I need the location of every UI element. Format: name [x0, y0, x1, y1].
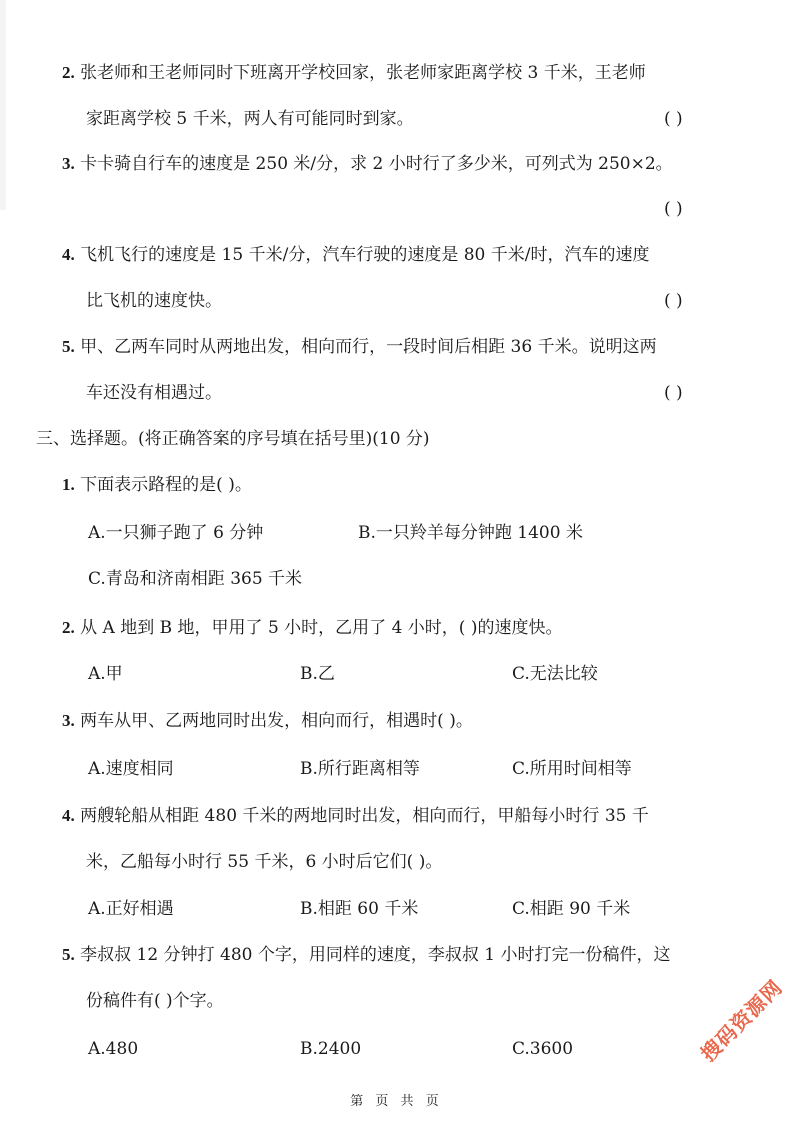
- choice-q1-number: 1.: [62, 475, 75, 494]
- choice-q5-option-b[interactable]: B.2400: [300, 1039, 362, 1059]
- page-footer: 第 页 共 页: [350, 1094, 443, 1109]
- choice-q3-text: 两车从甲、乙两地同时出发，相向而行，相遇时( )。: [80, 711, 473, 731]
- judge-q4-line2: 比飞机的速度快。: [86, 291, 222, 311]
- judge-q3-text: 卡卡骑自行车的速度是 250 米/分，求 2 小时行了多少米，可列式为 250×2。: [80, 154, 673, 174]
- choice-q5-text: 李叔叔 12 分钟打 480 个字，用同样的速度，李叔叔 1 小时打完一份稿件，这: [80, 945, 671, 965]
- choice-q5-stem-line2: 份稿件有( )个字。: [86, 991, 224, 1011]
- choice-q5-option-c[interactable]: C.3600: [512, 1039, 574, 1059]
- judge-q5-number: 5.: [62, 337, 75, 356]
- choice-q1-stem: [62, 474, 252, 496]
- choice-q2-option-a[interactable]: A.甲: [88, 664, 123, 684]
- choice-q5-option-a[interactable]: A.480: [88, 1039, 139, 1059]
- judge-q5-line1: [62, 336, 657, 358]
- choice-q1-option-c[interactable]: C.青岛和济南相距 365 千米: [88, 569, 303, 589]
- choice-q1-option-b[interactable]: B.一只羚羊每分钟跑 1400 米: [358, 523, 583, 543]
- judge-q4-number: 4.: [62, 245, 75, 264]
- choice-q3-stem: [62, 710, 473, 732]
- section-3-heading: 三、选择题。(将正确答案的序号填在括号里)(10 分): [36, 429, 430, 449]
- choice-q4-option-a[interactable]: A.正好相遇: [88, 899, 174, 919]
- choice-q2-option-c[interactable]: C.无法比较: [512, 664, 598, 684]
- judge-q4-text: 飞机飞行的速度是 15 千米/分，汽车行驶的速度是 80 千米/时，汽车的速度: [80, 245, 650, 265]
- choice-q2-text: 从 A 地到 B 地，甲用了 5 小时，乙用了 4 小时，( )的速度快。: [80, 618, 563, 638]
- judge-q5-line2: 车还没有相遇过。: [86, 383, 222, 403]
- choice-q2-stem: [62, 617, 562, 639]
- scan-shadow: [0, 0, 6, 210]
- choice-q2-number: 2.: [62, 618, 75, 637]
- choice-q4-stem-line2: 米，乙船每小时行 55 千米，6 小时后它们( )。: [86, 852, 443, 872]
- choice-q1-option-a[interactable]: A.一只狮子跑了 6 分钟: [88, 523, 264, 543]
- choice-q1-text: 下面表示路程的是( )。: [80, 475, 252, 495]
- choice-q3-option-c[interactable]: C.所用时间相等: [512, 759, 632, 779]
- choice-q4-option-b[interactable]: B.相距 60 千米: [300, 899, 419, 919]
- choice-q3-number: 3.: [62, 711, 75, 730]
- choice-q4-number: 4.: [62, 806, 75, 825]
- judge-q2-line1: [62, 62, 646, 84]
- judge-q2-text: 张老师和王老师同时下班离开学校回家，张老师家距离学校 3 千米，王老师: [80, 63, 646, 83]
- judge-q4-answer-paren[interactable]: ( ): [664, 291, 683, 311]
- choice-q5-number: 5.: [62, 945, 75, 964]
- judge-q3-number: 3.: [62, 154, 75, 173]
- choice-q3-option-b[interactable]: B.所行距离相等: [300, 759, 420, 779]
- choice-q2-option-b[interactable]: B.乙: [300, 664, 335, 684]
- choice-q4-option-c[interactable]: C.相距 90 千米: [512, 899, 631, 919]
- choice-q3-option-a[interactable]: A.速度相同: [88, 759, 174, 779]
- choice-q4-stem-line1: [62, 805, 649, 827]
- judge-q3-line1: [62, 153, 673, 175]
- judge-q2-number: 2.: [62, 63, 75, 82]
- judge-q2-answer-paren[interactable]: ( ): [664, 109, 683, 129]
- judge-q5-answer-paren[interactable]: ( ): [664, 383, 683, 403]
- judge-q5-text: 甲、乙两车同时从两地出发，相向而行，一段时间后相距 36 千米。说明这两: [80, 337, 657, 357]
- judge-q4-line1: [62, 244, 650, 266]
- choice-q5-stem-line1: [62, 944, 670, 966]
- choice-q4-text: 两艘轮船从相距 480 千米的两地同时出发，相向而行，甲船每小时行 35 千: [80, 806, 649, 826]
- judge-q2-line2: 家距离学校 5 千米，两人有可能同时到家。: [86, 109, 414, 129]
- judge-q3-answer-paren[interactable]: ( ): [664, 199, 683, 219]
- watermark-stamp: 搜码资源网: [695, 974, 788, 1067]
